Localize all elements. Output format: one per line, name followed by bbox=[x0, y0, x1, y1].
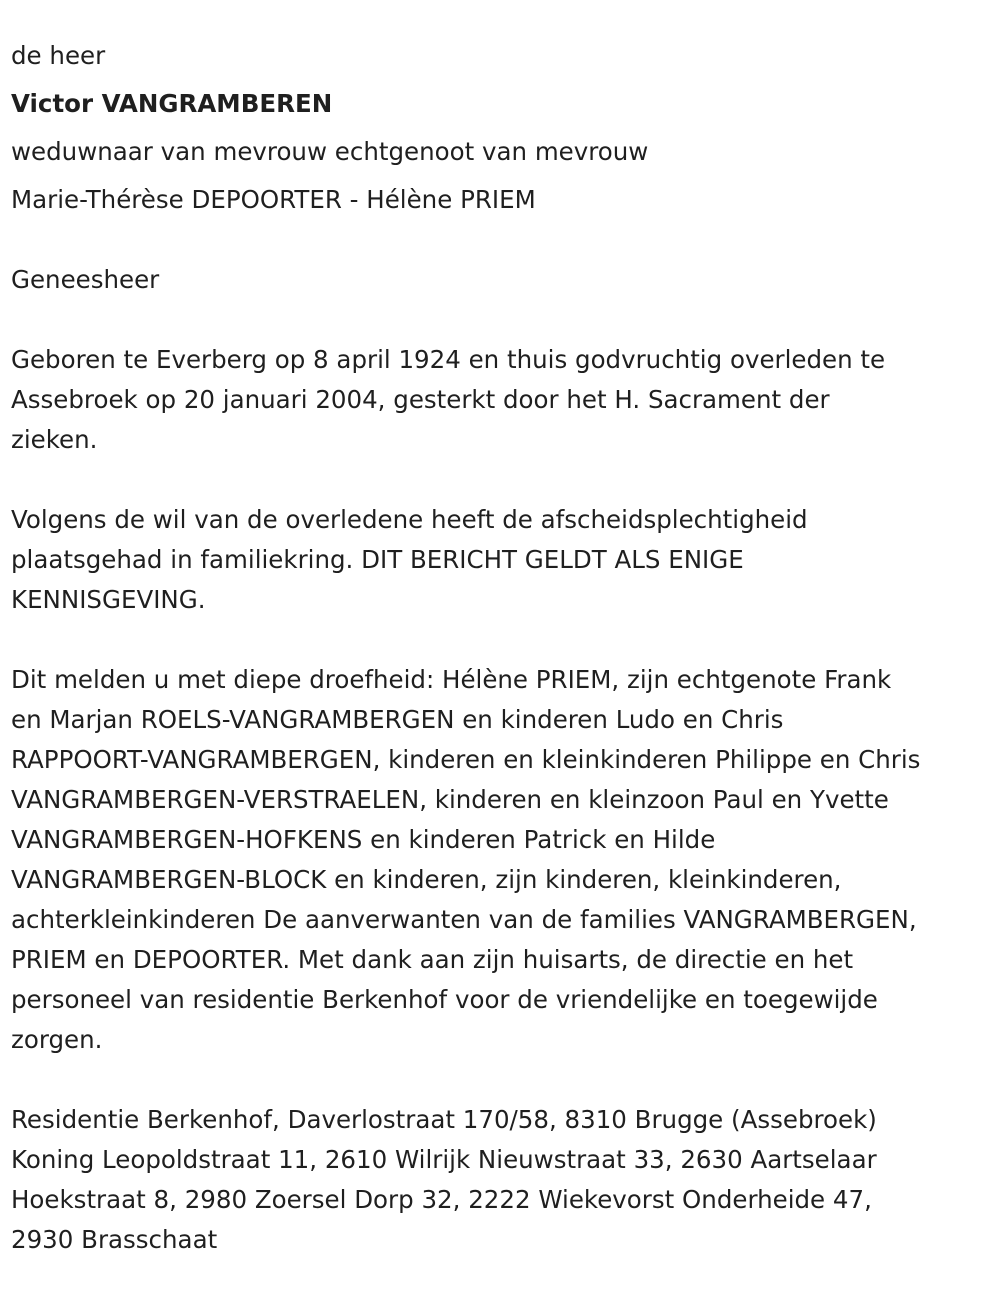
text-line: 2930 Brasschaat bbox=[11, 1225, 218, 1254]
text-line: zieken. bbox=[11, 425, 98, 454]
text-line: PRIEM en DEPOORTER. Met dank aan zijn huisarts, de directie en het bbox=[11, 945, 854, 974]
text-line: plaatsgehad in familiekring. DIT BERICHT GELDT ALS ENIGE bbox=[11, 545, 744, 574]
text-line: personeel van residentie Berkenhof voor de vriendelijke en toegewijde bbox=[11, 985, 878, 1014]
profession bbox=[11, 260, 1000, 300]
text-line: Hoekstraat 8, 2980 Zoersel Dorp 32, 2222 Wiekevorst Onderheide 47, bbox=[11, 1185, 872, 1214]
deceased-name: Victor VANGRAMBEREN bbox=[11, 89, 333, 118]
text-line: en Marjan ROELS-VANGRAMBERGEN en kinderen Ludo en Chris bbox=[11, 705, 784, 734]
text-line: Residentie Berkenhof, Daverlostraat 170/58, 8310 Brugge (Assebroek) bbox=[11, 1105, 877, 1134]
text-line: Assebroek op 20 januari 2004, gesterkt door het H. Sacrament der bbox=[11, 385, 830, 414]
text-line: KENNISGEVING. bbox=[11, 585, 206, 614]
text-line: Dit melden u met diepe droefheid: Hélène PRIEM, zijn echtgenote Frank bbox=[11, 665, 892, 694]
text-line: Geneesheer bbox=[11, 265, 160, 294]
spouse-names: Marie-Thérèse DEPOORTER - Hélène PRIEM bbox=[11, 185, 536, 214]
family-paragraph bbox=[11, 660, 1000, 1060]
text-line: Volgens de wil van de overledene heeft de afscheidsplechtigheid bbox=[11, 505, 808, 534]
text-line: achterkleinkinderen De aanverwanten van de families VANGRAMBERGEN, bbox=[11, 905, 917, 934]
text-line: VANGRAMBERGEN-HOFKENS en kinderen Patrick en Hilde bbox=[11, 825, 716, 854]
obituary-document bbox=[11, 36, 1000, 1300]
addresses-paragraph bbox=[11, 1100, 1000, 1260]
text-line: RAPPOORT-VANGRAMBERGEN, kinderen en kleinkinderen Philippe en Chris bbox=[11, 745, 921, 774]
birth-death-paragraph bbox=[11, 340, 1000, 460]
text-line: VANGRAMBERGEN-BLOCK en kinderen, zijn kinderen, kleinkinderen, bbox=[11, 865, 842, 894]
ceremony-paragraph bbox=[11, 500, 1000, 620]
body-paragraphs bbox=[11, 260, 1000, 1260]
relation-text: weduwnaar van mevrouw echtgenoot van mevrouw bbox=[11, 137, 649, 166]
text-line: Geboren te Everberg op 8 april 1924 en thuis godvruchtig overleden te bbox=[11, 345, 886, 374]
salutation: de heer bbox=[11, 41, 106, 70]
text-line: VANGRAMBERGEN-VERSTRAELEN, kinderen en kleinzoon Paul en Yvette bbox=[11, 785, 889, 814]
text-line: zorgen. bbox=[11, 1025, 103, 1054]
text-line: Koning Leopoldstraat 11, 2610 Wilrijk Nieuwstraat 33, 2630 Aartselaar bbox=[11, 1145, 877, 1174]
